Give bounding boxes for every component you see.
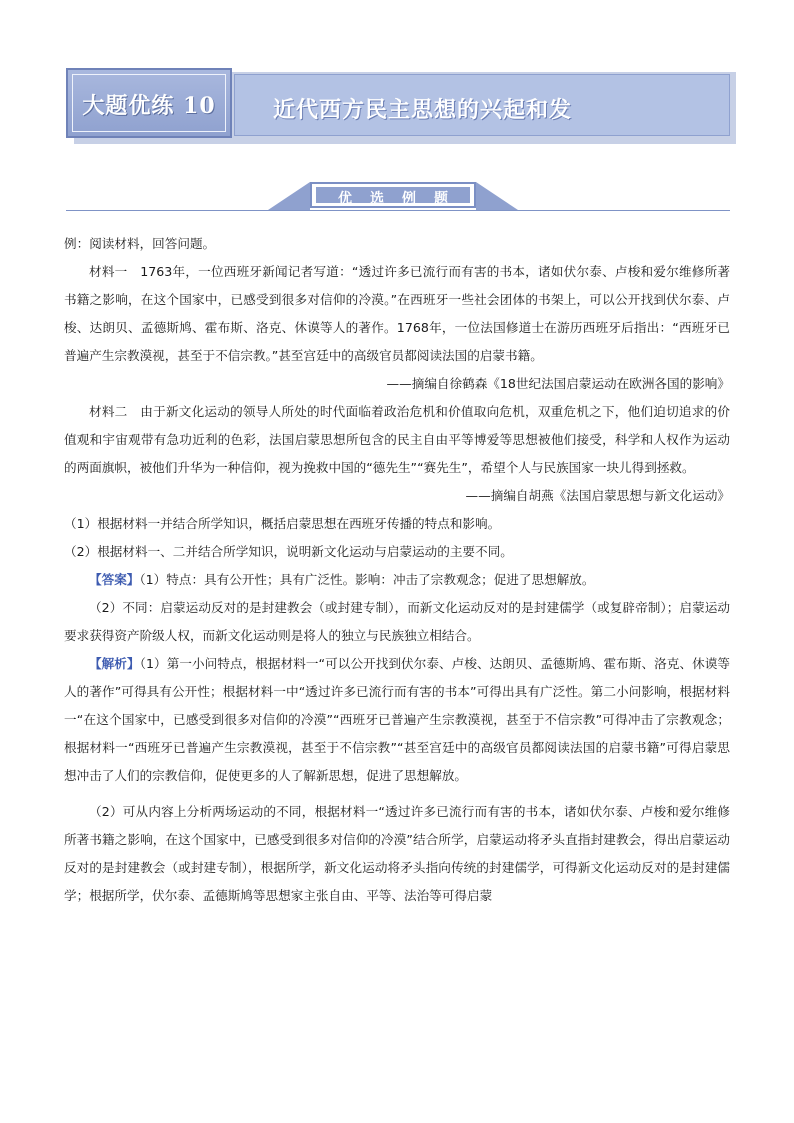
material-two-source: ——摘编自胡燕《法国启蒙思想与新文化运动》 [465,488,730,503]
answer-label: 【答案】 [89,572,140,587]
chapter-title: 近代西方民主思想的兴起和发 [273,97,573,123]
tag-right-wing [476,180,518,210]
material-one-text: 材料一 1763年，一位西班牙新闻记者写道：“透过许多已流行而有害的书本，诸如伏尔泰、卢梭和爱尔维修所著书籍之影响，在这个国家中，已感受到很多对信仰的冷漠。”在西班牙一些社会团体的书架上，可以公开找到伏尔泰、卢梭、达朗贝、孟德斯鸠、霍布斯、洛克、休谟等人的著作。1768年，一位法国修道士在游历西班牙后指出：“西班牙已普遍产生宗教漠视，甚至于不信宗教。”甚至宫廷中的高级官员都阅读法国的启蒙书籍。 [64,264,730,363]
section-tag-fill [316,187,470,207]
example-prompt: 例：阅读材料，回答问题。 [64,236,216,251]
answer-part-2: （2）不同：启蒙运动反对的是封建教会（或封建专制），而新文化运动反对的是封建儒学（或复辟帝制）；启蒙运动要求获得资产阶级人权，而新文化运动则是将人的独立与民族独立相结合。 [64,600,730,643]
tag-left-wing [268,180,310,210]
material-one-source: ——摘编自徐鹤森《18世纪法国启蒙运动在欧洲各国的影响》 [386,376,730,391]
question-1: （1）根据材料一并结合所学知识，概括启蒙思想在西班牙传播的特点和影响。 [64,516,501,531]
section-tag [310,182,476,208]
header-banner [66,68,736,144]
answer-part-1-text: （1）特点：具有公开性；具有广泛性。影响：冲击了宗教观念；促进了思想解放。 [139,572,595,587]
section-divider [66,210,730,211]
banner-badge-box [66,68,232,138]
section-tag-label: 优选例题 [338,191,466,207]
chapter-badge: 大题优练 10 [82,93,216,119]
answer-part-1 [64,566,730,594]
analysis-label: 【解析】 [89,656,140,671]
analysis-part-2: （2）可从内容上分析两场运动的不同，根据材料一“透过许多已流行而有害的书本，诸如伏尔泰、卢梭和爱尔维修所著书籍之影响，在这个国家中，已感受到很多对信仰的冷漠”结合所学，启蒙运动将矛头直指封建教会，得出启蒙运动反对的是封建教会（或封建专制），根据所学，新文化运动将矛头指向传统的封建儒学，可得新文化运动反对的是封建儒学；根据所学，伏尔泰、孟德斯鸠等思想家主张自由、平等、法治等可得启蒙 [64,804,730,903]
banner-title-box [234,74,730,136]
analysis-part-1-text: （1）第一小问特点，根据材料一“可以公开找到伏尔泰、卢梭、达朗贝、孟德斯鸠、霍布斯、洛克、休谟等人的著作”可得具有公开性；根据材料一中“透过许多已流行而有害的书本”可得出具有广泛性。第二小问影响，根据材料一“在这个国家中，已感受到很多对信仰的冷漠”“西班牙已普遍产生宗教漠视，甚至于不信宗教”可得冲击了宗教观念；根据材料一“西班牙已普遍产生宗教漠视，甚至于不信宗教”“甚至宫廷中的高级官员都阅读法国的启蒙书籍”可得启蒙思想冲击了人们的宗教信仰，促使更多的人了解新思想，促进了思想解放。 [64,656,730,783]
question-2: （2）根据材料一、二并结合所学知识，说明新文化运动与启蒙运动的主要不同。 [64,544,513,559]
document-body [64,230,730,910]
material-two-text: 材料二 由于新文化运动的领导人所处的时代面临着政治危机和价值取向危机，双重危机之下，他们迫切追求的价值观和宇宙观带有急功近利的色彩，法国启蒙思想所包含的民主自由平等博爱等思想被他们接受，科学和人权作为运动的两面旗帜，被他们升华为一种信仰，视为挽救中国的“德先生”“赛先生”，希望个人与民族国家一块儿得到拯救。 [64,404,730,475]
paragraph-gap [64,790,730,798]
analysis-part-1 [64,650,730,790]
